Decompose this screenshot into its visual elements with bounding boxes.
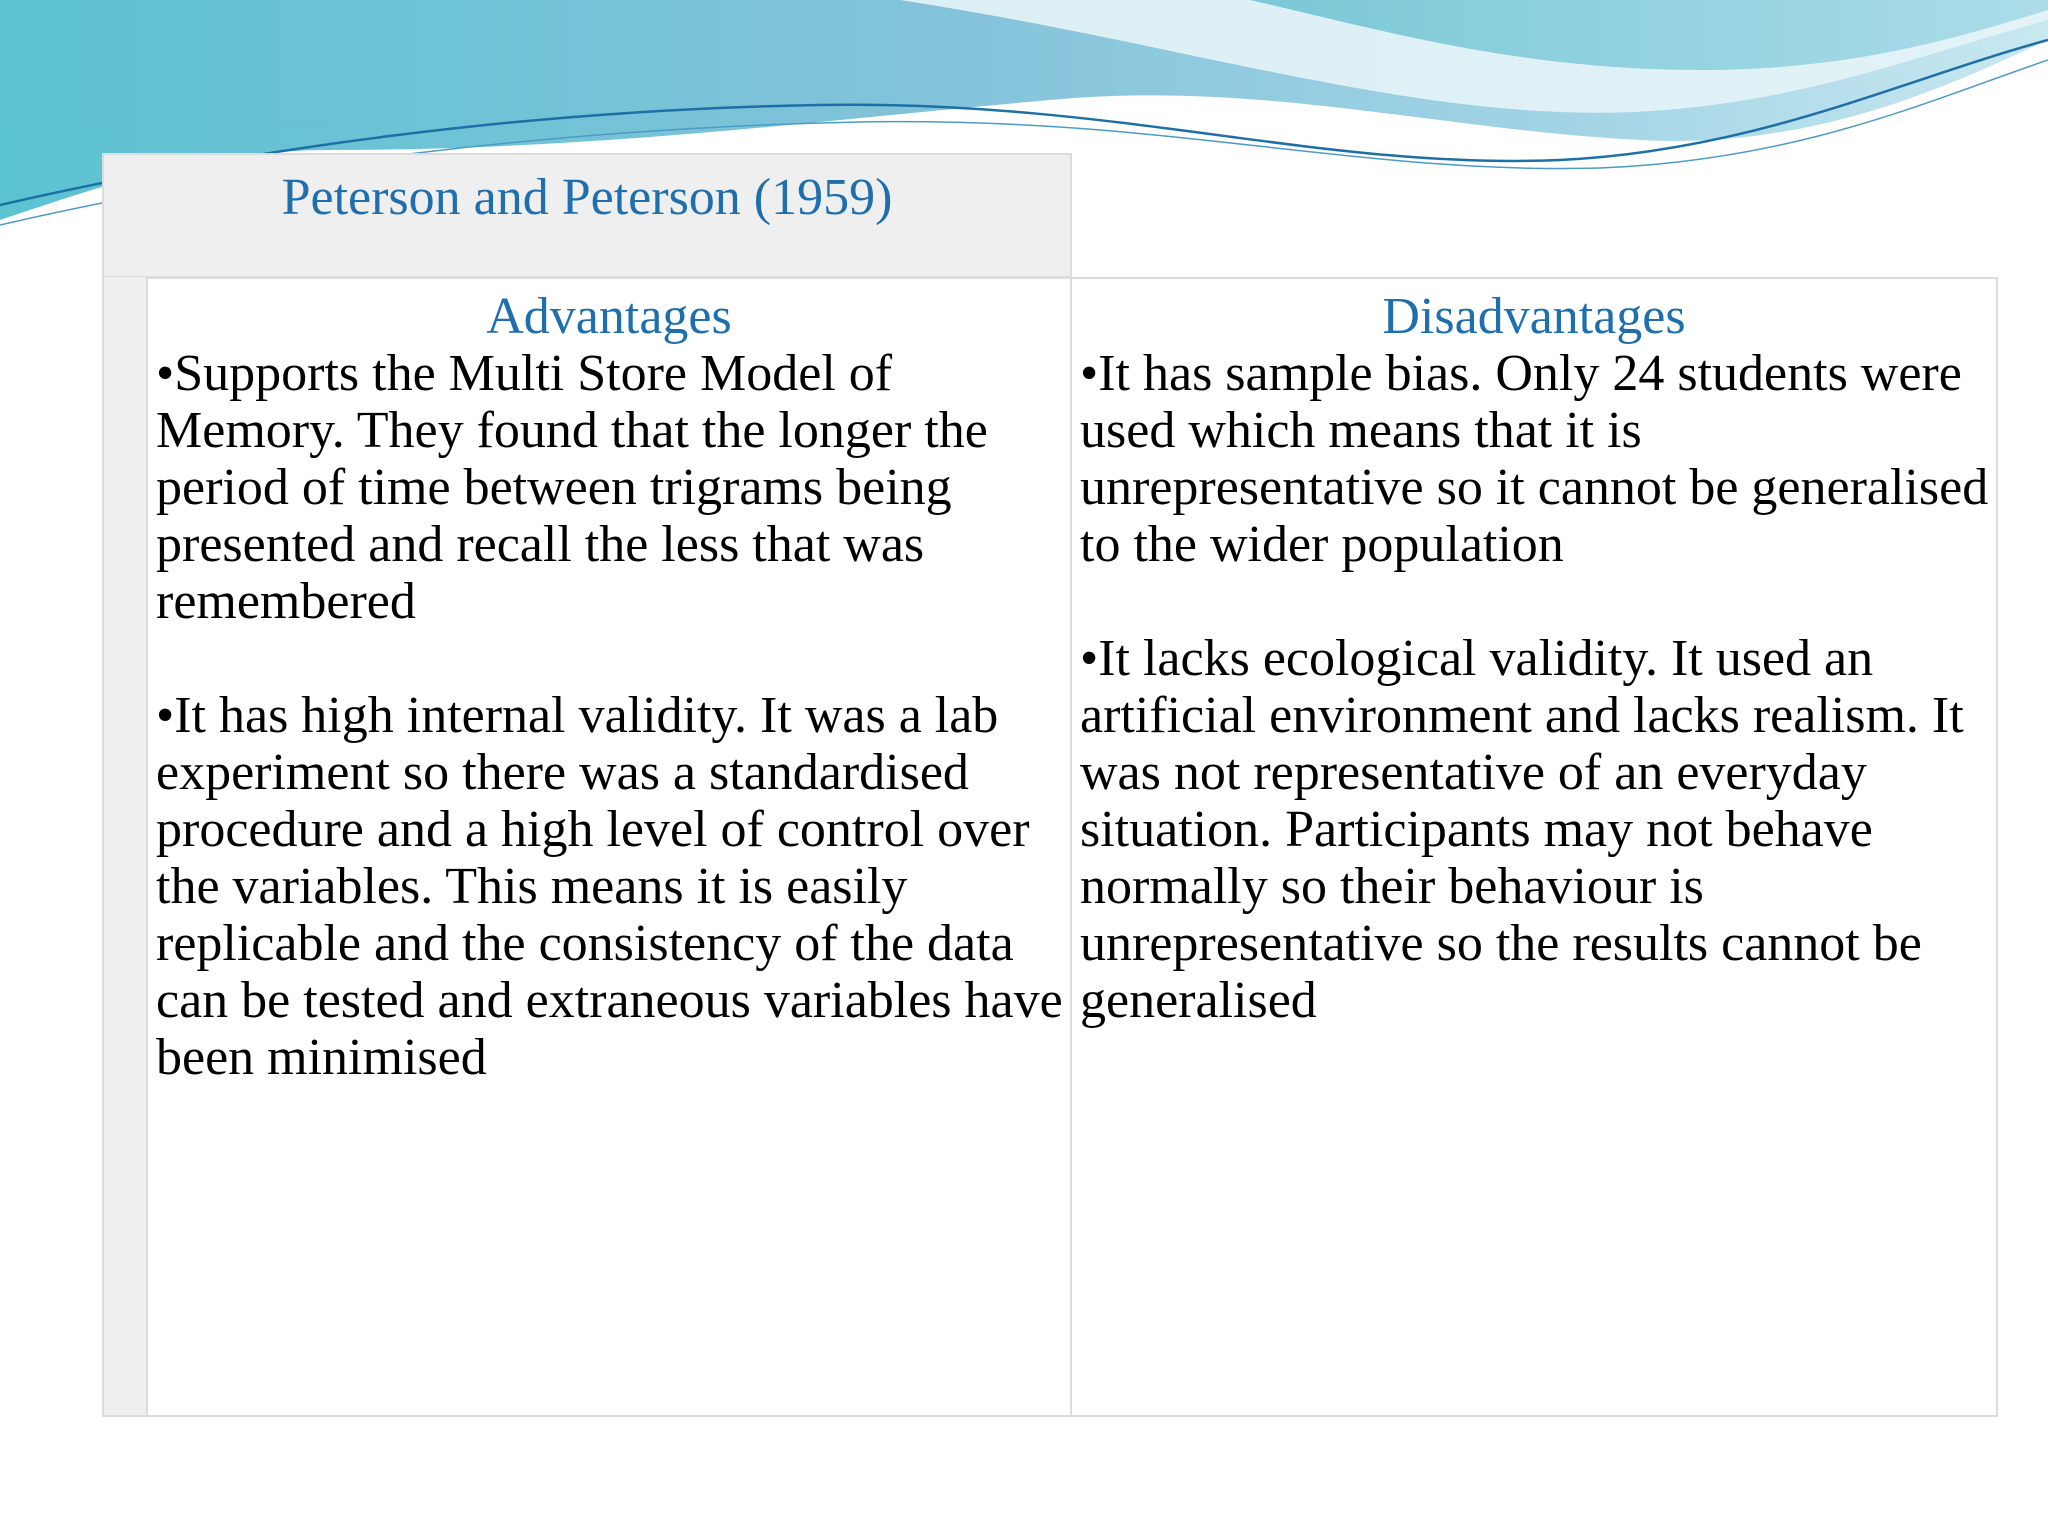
advantage-point-text: • It has high internal validity. It was a lab experiment so there was a standardised procedure and a high level of control over the variables. This means it is easily replicable and the consistency of the data can be tested and extraneous variables have been minimised: [156, 687, 1063, 1086]
disadvantages-column: [1070, 277, 1998, 1417]
disadvantage-point: [1080, 630, 1990, 1029]
advantages-column: [148, 277, 1072, 1417]
title-cell: [102, 153, 1072, 278]
advantages-list: [156, 345, 1064, 1086]
disadvantage-point-text: • It lacks ecological validity. It used an artificial environment and lacks realism. It was not representative of an everyday situation. Participants may not behave normally so their behaviour is unrepresentative so the results cannot be generalised: [1080, 630, 1964, 1029]
slide-title: Peterson and Peterson (1959): [281, 169, 893, 226]
disadvantages-heading: Disadvantages: [1382, 288, 1686, 345]
table-side-strip: [102, 277, 148, 1417]
advantages-heading: Advantages: [486, 288, 732, 345]
advantage-point-text: • Supports the Multi Store Model of Memory. They found that the longer the period of time between trigrams being presented and recall the less that was remembered: [156, 345, 988, 630]
disadvantage-point-text: • It has sample bias. Only 24 students were used which means that it is unrepresentative so it cannot be generalised to the wider population: [1080, 345, 1988, 573]
comparison-table: [102, 153, 1998, 1417]
disadvantages-list: [1080, 345, 1990, 1029]
disadvantage-point: [1080, 345, 1990, 573]
advantage-point: [156, 687, 1064, 1086]
advantage-point: [156, 345, 1064, 630]
